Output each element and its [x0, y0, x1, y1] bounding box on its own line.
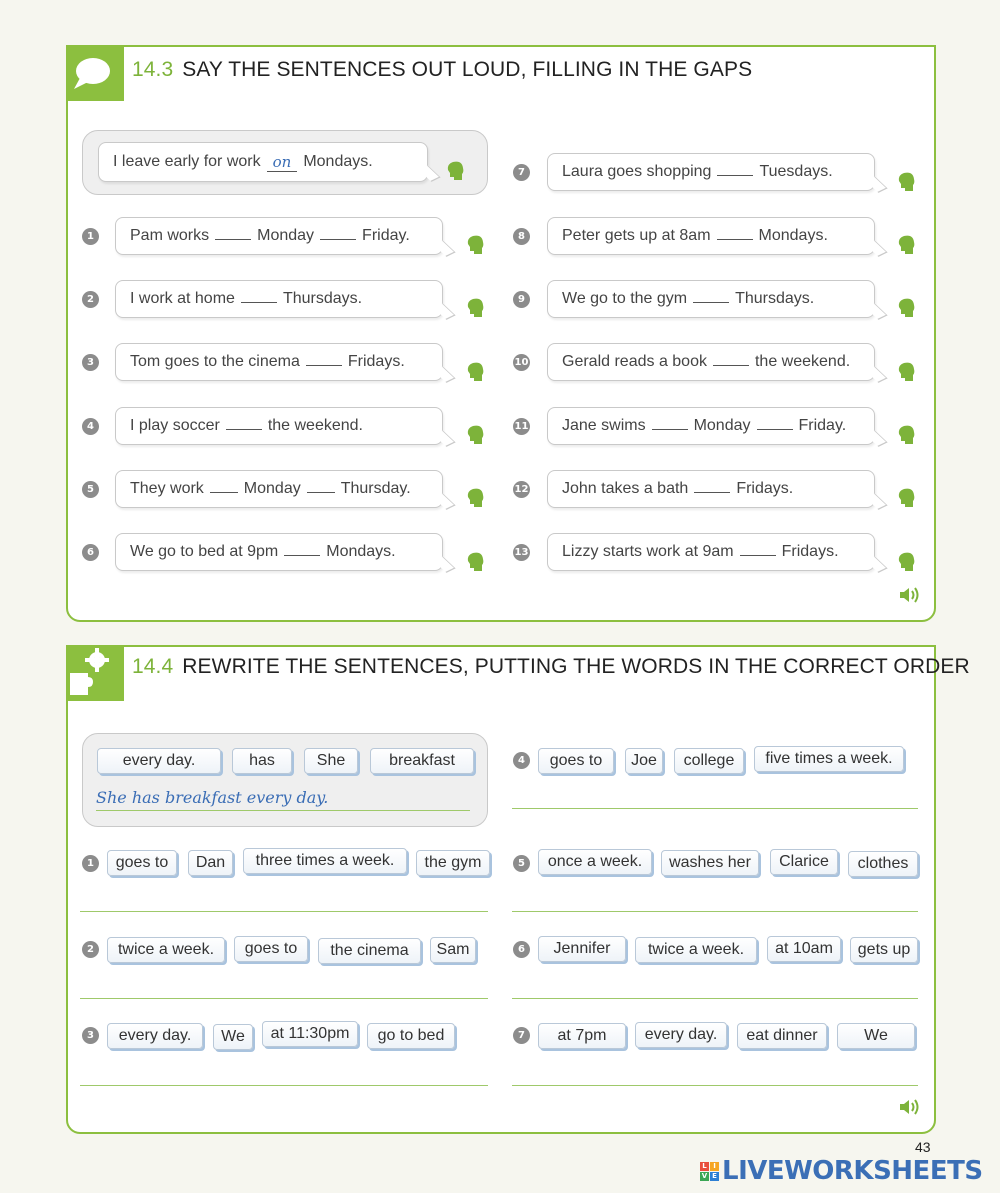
- sentence-text: Lizzy starts work at 9am: [562, 543, 734, 560]
- word-tile[interactable]: Dan: [188, 850, 233, 876]
- example-sentence: [98, 142, 428, 182]
- section-tab: [66, 645, 124, 701]
- gap-input[interactable]: [717, 175, 753, 176]
- item-number: 3: [82, 1027, 99, 1044]
- word-tile[interactable]: goes to: [234, 936, 308, 962]
- sentence-bubble: [547, 153, 875, 191]
- gap-input[interactable]: [320, 239, 356, 240]
- word-tile[interactable]: at 7pm: [538, 1023, 626, 1049]
- gap-input[interactable]: [694, 492, 730, 493]
- sentence-bubble: [115, 280, 443, 318]
- gap-input[interactable]: [717, 239, 753, 240]
- sentence-text: Fridays.: [736, 480, 794, 497]
- gap-input[interactable]: [210, 492, 238, 493]
- section-tab: [66, 45, 124, 101]
- sentence-text: Laura goes shopping: [562, 163, 712, 180]
- item-number: 13: [513, 544, 530, 561]
- sentence-text: the weekend.: [754, 353, 851, 370]
- sentence-bubble: [115, 407, 443, 445]
- word-tile[interactable]: Clarice: [770, 849, 838, 875]
- word-tile[interactable]: every day.: [97, 748, 221, 774]
- sentence-text: Fridays.: [347, 353, 405, 370]
- sentence-text: John takes a bath: [562, 480, 689, 497]
- item-number: 4: [82, 418, 99, 435]
- sentence-text: Monday: [243, 480, 301, 497]
- sentence-bubble: [547, 470, 875, 508]
- answer-line[interactable]: [512, 808, 918, 809]
- logo-letter: E: [710, 1172, 719, 1181]
- word-tile[interactable]: gets up: [850, 937, 918, 963]
- section-number: 14.3: [132, 58, 174, 81]
- gap-input[interactable]: [284, 555, 320, 556]
- word-tile[interactable]: go to bed: [367, 1023, 455, 1049]
- sentence-text: the weekend.: [267, 417, 363, 434]
- page-number: 43: [915, 1139, 931, 1155]
- speaking-head-icon: [897, 297, 917, 319]
- sentence-text: Monday: [257, 227, 315, 244]
- gap-input[interactable]: [241, 302, 277, 303]
- item-number: 5: [513, 855, 530, 872]
- gap-input[interactable]: [652, 429, 688, 430]
- gap-input[interactable]: [306, 365, 342, 366]
- speaking-head-icon: [897, 171, 917, 193]
- word-tile[interactable]: Joe: [625, 748, 663, 774]
- speaking-head-icon: [466, 424, 486, 446]
- word-tile[interactable]: college: [674, 748, 744, 774]
- exercise-14-4-panel: [66, 645, 970, 1134]
- item-number: 6: [513, 941, 530, 958]
- word-tile[interactable]: Jennifer: [538, 936, 626, 962]
- item-number: 6: [82, 544, 99, 561]
- brand-logo: [700, 1156, 983, 1186]
- sentence-text: Mondays.: [303, 153, 373, 170]
- section-title: [132, 655, 970, 679]
- sentence-bubble: [547, 217, 875, 255]
- word-tile[interactable]: clothes: [848, 851, 918, 877]
- word-tile[interactable]: at 10am: [767, 936, 841, 962]
- sentence-bubble: [547, 407, 875, 445]
- sentence-text: I play soccer: [130, 417, 220, 434]
- speaking-head-icon: [897, 361, 917, 383]
- sentence-text: Peter gets up at 8am: [562, 227, 711, 244]
- word-tile[interactable]: goes to: [538, 748, 614, 774]
- sentence-bubble: [115, 217, 443, 255]
- item-number: 12: [513, 481, 530, 498]
- item-number: 7: [513, 1027, 530, 1044]
- item-number: 3: [82, 354, 99, 371]
- item-number: 11: [513, 418, 530, 435]
- answer-line[interactable]: [512, 998, 918, 999]
- logo-letter: V: [701, 1171, 708, 1180]
- word-tile[interactable]: Sam: [430, 937, 476, 963]
- word-tile[interactable]: breakfast: [370, 748, 474, 774]
- speaking-head-icon: [466, 234, 486, 256]
- sentence-text: They work: [130, 480, 204, 497]
- sentence-text: Friday.: [362, 227, 410, 244]
- speaking-head-icon: [897, 551, 917, 573]
- puzzle-gears-icon: [66, 645, 124, 701]
- sentence-text: Jane swims: [562, 417, 646, 434]
- speaking-head-icon: [466, 361, 486, 383]
- word-tile[interactable]: every day.: [635, 1022, 727, 1048]
- audio-speaker-icon[interactable]: [898, 1098, 922, 1116]
- sentence-text: Pam works: [130, 227, 210, 244]
- speaking-head-icon: [466, 551, 486, 573]
- word-tile[interactable]: at 11:30pm: [262, 1021, 358, 1047]
- sentence-text: Mondays.: [326, 543, 396, 560]
- gap-input[interactable]: [757, 429, 793, 430]
- sentence-text: Friday.: [798, 417, 847, 434]
- sentence-text: Mondays.: [758, 227, 828, 244]
- gap-input[interactable]: [713, 365, 749, 366]
- speaking-head-icon: [466, 487, 486, 509]
- item-number: 9: [513, 291, 530, 308]
- answer-line: [96, 810, 470, 811]
- sentence-text: Thursday.: [340, 480, 411, 497]
- example-answer: on: [267, 153, 298, 172]
- item-number: 4: [513, 752, 530, 769]
- audio-speaker-icon[interactable]: [898, 586, 922, 604]
- sentence-bubble: [547, 280, 875, 318]
- item-number: 2: [82, 941, 99, 958]
- sentence-text: Gerald reads a book: [562, 353, 707, 370]
- item-number: 7: [513, 164, 530, 181]
- item-number: 1: [82, 855, 99, 872]
- sentence-text: Tom goes to the cinema: [130, 353, 300, 370]
- sentence-text: We go to the gym: [562, 290, 688, 307]
- item-number: 8: [513, 228, 530, 245]
- answer-line[interactable]: [512, 911, 918, 912]
- word-tile[interactable]: once a week.: [538, 849, 652, 875]
- word-tile[interactable]: We: [837, 1023, 915, 1049]
- sentence-bubble: [547, 533, 875, 571]
- sentence-bubble: [115, 343, 443, 381]
- logo-letter: L: [700, 1162, 709, 1171]
- sentence-text: Fridays.: [781, 543, 839, 560]
- word-tile[interactable]: the gym: [416, 850, 490, 876]
- word-tile[interactable]: the cinema: [318, 938, 421, 964]
- section-heading: REWRITE THE SENTENCES, PUTTING THE WORDS IN THE CORRECT ORDER: [182, 655, 970, 678]
- gap-input[interactable]: [215, 239, 251, 240]
- section-heading: SAY THE SENTENCES OUT LOUD, FILLING IN THE GAPS: [182, 58, 753, 81]
- word-tile[interactable]: three times a week.: [243, 848, 407, 874]
- word-tile[interactable]: She: [304, 748, 358, 774]
- word-tile[interactable]: We: [213, 1024, 253, 1050]
- answer-line[interactable]: [80, 1085, 488, 1086]
- gap-input[interactable]: [307, 492, 335, 493]
- sentence-text: Thursdays.: [282, 290, 363, 307]
- speech-bubble-icon: [66, 45, 124, 101]
- speaking-head-icon: [897, 234, 917, 256]
- answer-line[interactable]: [512, 1085, 918, 1086]
- item-number: 10: [513, 354, 530, 371]
- brand-name: LIVEWORKSHEETS: [722, 1156, 983, 1186]
- gap-input[interactable]: [740, 555, 776, 556]
- example-answer: She has breakfast every day.: [96, 788, 329, 807]
- speaking-head-icon: [897, 487, 917, 509]
- word-tile[interactable]: twice a week.: [635, 937, 757, 963]
- sentence-text: I leave early for work: [113, 153, 261, 170]
- word-tile[interactable]: five times a week.: [754, 746, 904, 772]
- section-number: 14.4: [132, 655, 174, 678]
- sentence-bubble: [115, 470, 443, 508]
- word-tile[interactable]: every day.: [107, 1023, 203, 1049]
- sentence-bubble: [115, 533, 443, 571]
- item-number: 1: [82, 228, 99, 245]
- sentence-bubble: [547, 343, 875, 381]
- answer-line[interactable]: [80, 998, 488, 999]
- speaking-head-icon: [897, 424, 917, 446]
- sentence-text: We go to bed at 9pm: [130, 543, 279, 560]
- word-tile[interactable]: washes her: [661, 850, 759, 876]
- item-number: 2: [82, 291, 99, 308]
- sentence-text: Monday: [693, 417, 751, 434]
- gap-input[interactable]: [693, 302, 729, 303]
- sentence-text: Thursdays.: [735, 290, 815, 307]
- answer-line[interactable]: [80, 911, 488, 912]
- section-title: [132, 58, 752, 82]
- word-tile[interactable]: twice a week.: [107, 937, 225, 963]
- gap-input[interactable]: [226, 429, 262, 430]
- sentence-text: Tuesdays.: [759, 163, 833, 180]
- brand-icon: [700, 1162, 719, 1181]
- word-tile[interactable]: has: [232, 748, 292, 774]
- word-tile[interactable]: eat dinner: [737, 1023, 827, 1049]
- logo-letter: I: [710, 1162, 719, 1171]
- speaking-head-icon: [446, 160, 466, 182]
- item-number: 5: [82, 481, 99, 498]
- sentence-text: I work at home: [130, 290, 235, 307]
- word-tile[interactable]: goes to: [107, 850, 177, 876]
- speaking-head-icon: [466, 297, 486, 319]
